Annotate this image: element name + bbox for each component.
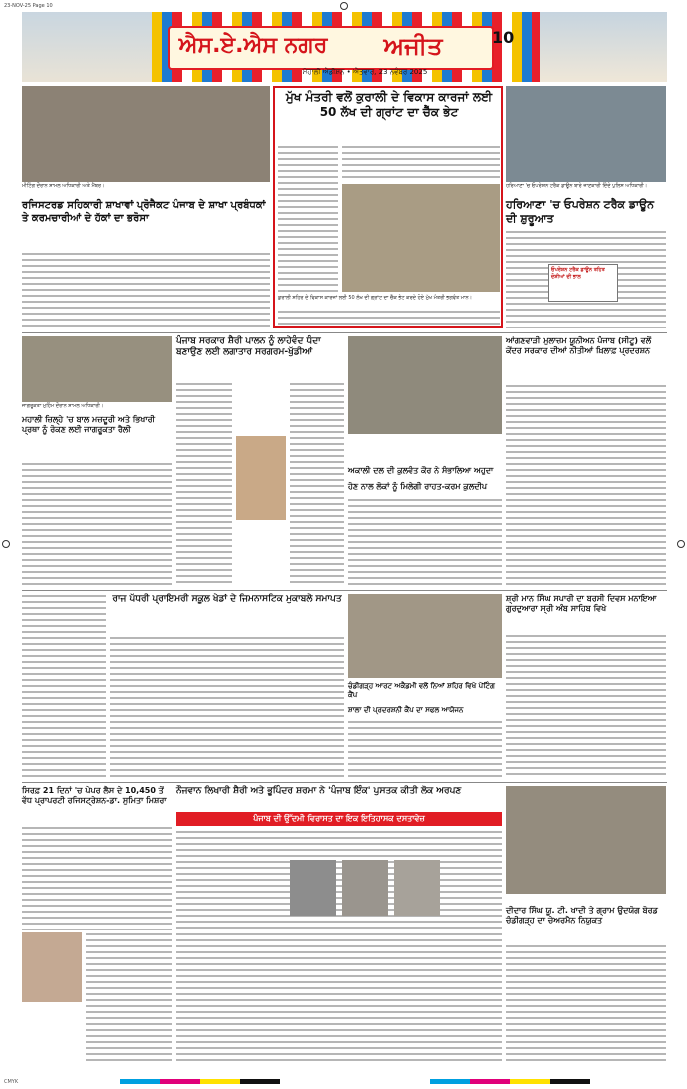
story-6-body (506, 384, 666, 586)
cheque-handover-photo (342, 184, 500, 292)
story-7-subhead: ਹੋਣ ਨਾਲ ਲੋਕਾਂ ਨੂੰ ਮਿਲੇਗੀ ਰਾਹਤ-ਕਰਮ ਕੁਲਦੀਪ (348, 482, 488, 491)
story-2-caption: ਮੀਟਿੰਗ ਦੌਰਾਨ ਸ਼ਾਮਲ ਅਧਿਕਾਰੀ ਅਤੇ ਮੈਂਬਰ। (22, 183, 105, 189)
story-12-band: ਪੰਜਾਬ ਦੀ ਉੱਦਮੀ ਵਿਰਾਸਤ ਦਾ ਇਕ ਇਤਿਹਾਸਕ ਦਸਤਾਵੇਜ਼ (176, 812, 502, 826)
story-11-headline: ਸਿਰਫ਼ 21 ਦਿਨਾਂ 'ਚ ਪੇਪਰ ਲੈਸ ਦੇ 10,450 ਤੋਂ ਵੱਧ ਪ੍ਰਾਪਰਟੀ ਰਜਿਸਟ੍ਰੇਸ਼ਨ-ਡਾ. ਸੁਮਿਤਾ ਮਿਸ਼ਰਾ (22, 786, 167, 805)
story-9-body (110, 636, 344, 778)
story-5-headline: ਮਹਾਲੀ ਜ਼ਿਲ੍ਹੇ 'ਚ ਬਾਲ ਮਜ਼ਦੂਰੀ ਅਤੇ ਭਿਖਾਰੀ ਪ੍ਰਥਾ ਨੂੰ ਰੋਕਣ ਲਈ ਜਾਗਰੂਕਤਾ ਰੈਲੀ (22, 415, 155, 434)
registration-mark-icon (677, 540, 685, 548)
edition-label: ਮੋਹਾਲੀ ਐਡੀਸ਼ਨ (302, 68, 345, 76)
divider (22, 332, 667, 333)
story-4-headline: ਪੰਜਾਬ ਸਰਕਾਰ ਸ਼ੈਰੀ ਪਾਲਨ ਨੂੰ ਲਾਹੇਵੰਦ ਧੰਦਾ ਬਣਾਉਣ ਲਈ ਲਗਾਤਾਰ ਸਰਗਰਮ-ਖੁੱਡੀਆਂ (176, 336, 321, 358)
registration-mark-icon (2, 540, 10, 548)
meeting-photo (22, 86, 270, 182)
divider (22, 590, 667, 591)
color-bar-cyan (430, 1079, 470, 1084)
story-10-photo (348, 594, 502, 678)
page-number: 10 (492, 28, 515, 47)
story-7-photo (348, 336, 502, 434)
story-2-body (22, 252, 270, 328)
story-3-headline: ਹਰਿਆਣਾ 'ਚ ਓਪਰੇਸ਼ਨ ਟਰੈਕ ਡਾਊਨ ਦੀ ਸ਼ੁਰੂਆਤ (506, 198, 654, 225)
story-10-subhead: ਸ਼ਾਲਾ ਦੀ ਪ੍ਰਦਰਸ਼ਨੀ ਕੈਂਪ ਦਾ ਸਫਲ ਆਯੋਜਨ (348, 706, 464, 714)
story-8-body (506, 634, 666, 778)
author-portrait-2 (342, 860, 388, 916)
print-footer: CMYK (4, 1079, 19, 1085)
masthead-date-line: ਮੋਹਾਲੀ ਐਡੀਸ਼ਨ • ਐਤਵਾਰ, 23 ਨਵੰਬਰ 2025 (302, 68, 428, 76)
color-bar-magenta (470, 1079, 510, 1084)
story-5-body (22, 462, 172, 586)
story-12-headline: ਨੌਜਵਾਨ ਲਿਖਾਰੀ ਸ਼ੈਰੀ ਅਤੇ ਭੂਪਿੰਦਰ ਸ਼ਰਮਾ ਨੇ 'ਪੰਜਾਬ ਇੰਕ' ਪੁਸਤਕ ਕੀਤੀ ਲੋਕ ਅਰਪਣ (176, 786, 462, 796)
color-bar-magenta (160, 1079, 200, 1084)
story-8-headline: ਸ਼੍ਰੀ ਮਾਨ ਸਿੰਘ ਸਪਾਰੀ ਦਾ ਬਰਸੀ ਦਿਵਸ ਮਨਾਇਆ ਗੁਰਦੁਆਰਾ ਸ੍ਰੀ ਅੰਬ ਸਾਹਿਬ ਵਿਖੇ (506, 594, 657, 613)
story-13-headline: ਦੀਦਾਰ ਸਿੰਘ ਯੂ. ਟੀ. ਖਾਦੀ ਤੇ ਗ੍ਰਾਮ ਉਦਯੋਗ ਬੋਰਡ ਚੰਡੀਗੜ੍ਹ ਦਾ ਚੇਅਰਮੈਨ ਨਿਯੁਕਤ (506, 906, 658, 925)
story-5-caption: ਜਾਗਰੂਕਤਾ ਮੁਹਿੰਮ ਦੌਰਾਨ ਸ਼ਾਮਲ ਅਧਿਕਾਰੀ। (22, 403, 104, 409)
color-bar-black (550, 1079, 590, 1084)
story-1-body-bottom (278, 310, 500, 326)
color-bar-black (240, 1079, 280, 1084)
minister-portrait (236, 436, 286, 520)
story-7-body (348, 498, 502, 586)
story-3-caption: ਹਰਿਆਣਾ 'ਚ ਓਪਰੇਸ਼ਨ ਟਰੈਕ ਡਾਊਨ ਬਾਰੇ ਜਾਣਕਾਰੀ ਦਿੰਦੇ ਪੁਲਿਸ ਅਧਿਕਾਰੀ। (506, 183, 648, 189)
story-5-photo (22, 336, 172, 402)
masthead-right-photo (540, 12, 667, 82)
brief-column (22, 594, 106, 778)
story-10-body (348, 720, 502, 778)
story-9-headline: ਰਾਜ ਪੱਧਰੀ ਪ੍ਰਾਇਮਰੀ ਸਕੂਲ ਖੇਡਾਂ ਦੇ ਜਿਮਨਾਸਟਿਕ ਮੁਕਾਬਲੇ ਸਮਾਪਤ (112, 594, 342, 604)
story-10-headline: ਚੰਡੀਗੜ੍ਹ ਆਰਟ ਅਕੈਡਮੀ ਵਲੋਂ ਨਿਆਂ ਸ਼ਹਿਰ ਵਿਖੇ ਪੇਂਟਿੰਗ ਕੈਂਪ (348, 682, 495, 699)
story-12-body (176, 830, 502, 1062)
color-bar-cyan (120, 1079, 160, 1084)
author-portrait-1 (290, 860, 336, 916)
story-1-headline: ਮੁੱਖ ਮੰਤਰੀ ਵਲੋਂ ਕੁਰਾਲੀ ਦੇ ਵਿਕਾਸ ਕਾਰਜਾਂ ਲਈ 50 ਲੱਖ ਦੀ ਗ੍ਰਾਂਟ ਦਾ ਚੈੱਕ ਭੇਟ (285, 90, 493, 119)
story-6-headline: ਆਂਗਣਵਾੜੀ ਮੁਲਾਜ਼ਮ ਯੂਨੀਅਨ ਪੰਜਾਬ (ਸੀਟੂ) ਵਲੋਂ ਕੇਂਦਰ ਸਰਕਾਰ ਦੀਆਂ ਨੀਤੀਆਂ ਖ਼ਿਲਾਫ਼ ਪ੍ਰਦਰਸ਼ਨ (506, 336, 652, 355)
police-press-photo (506, 86, 666, 182)
story-1-body-top (342, 145, 500, 181)
story-1-body-col1 (278, 145, 338, 293)
print-meta-strip: 23-NOV-25 Page 10 (4, 3, 53, 9)
story-13-photo (506, 786, 666, 894)
story-11-body (22, 826, 172, 930)
divider (22, 782, 667, 783)
story-1-caption: ਕੁਰਾਲੀ ਸ਼ਹਿਰ ਦੇ ਵਿਕਾਸ ਕਾਰਜਾਂ ਲਈ 50 ਲੱਖ ਦੀ ਗ੍ਰਾਂਟ ਦਾ ਚੈੱਕ ਭੇਟ ਕਰਦੇ ਹੋਏ ਮੁੱਖ ਮੰਤਰੀ ਭਗਵੰਤ ਮਾਨ। (278, 295, 472, 301)
story-4-body-col1 (176, 382, 232, 586)
masthead-city-title: ਐਸ.ਏ.ਐਸ ਨਗਰ (178, 33, 328, 58)
author-portrait-3 (394, 860, 440, 916)
color-bar-yellow (200, 1079, 240, 1084)
official-portrait (22, 932, 82, 1002)
story-2-headline: ਰਜਿਸਟਰਡ ਸਹਿਕਾਰੀ ਸ਼ਾਖਾਵਾਂ ਪ੍ਰੋਜੈਕਟ ਪੰਜਾਬ ਦੇ ਸ਼ਾਖਾ ਪ੍ਰਬੰਧਕਾਂ ਤੇ ਕਰਮਚਾਰੀਆਂ ਦੇ ਹੱਕਾਂ ਦਾ ਭਰੋਸਾ (22, 200, 266, 224)
story-4-body-col2 (290, 382, 344, 586)
story-7-headline: ਅਕਾਲੀ ਦਲ ਦੀ ਕੁਲਵੰਤ ਕੌਰ ਨੇ ਸੰਭਾਲਿਆ ਅਹੁਦਾ (348, 466, 494, 475)
issue-date: ਐਤਵਾਰ, 23 ਨਵੰਬਰ 2025 (352, 68, 428, 76)
color-bar-yellow (510, 1079, 550, 1084)
story-3-inset: ਓਪਰੇਸ਼ਨ ਟਰੈਕ ਡਾਊਨ ਤਹਿਤ ਦੋਸ਼ੀਆਂ ਦੀ ਭਾਲ (548, 264, 618, 302)
masthead-left-photo (22, 12, 152, 82)
registration-mark-icon (340, 2, 348, 10)
story-13-body (506, 944, 666, 1062)
story-11-body-2 (86, 932, 172, 1062)
masthead-paper-title: ਅਜੀਤ (383, 32, 443, 60)
